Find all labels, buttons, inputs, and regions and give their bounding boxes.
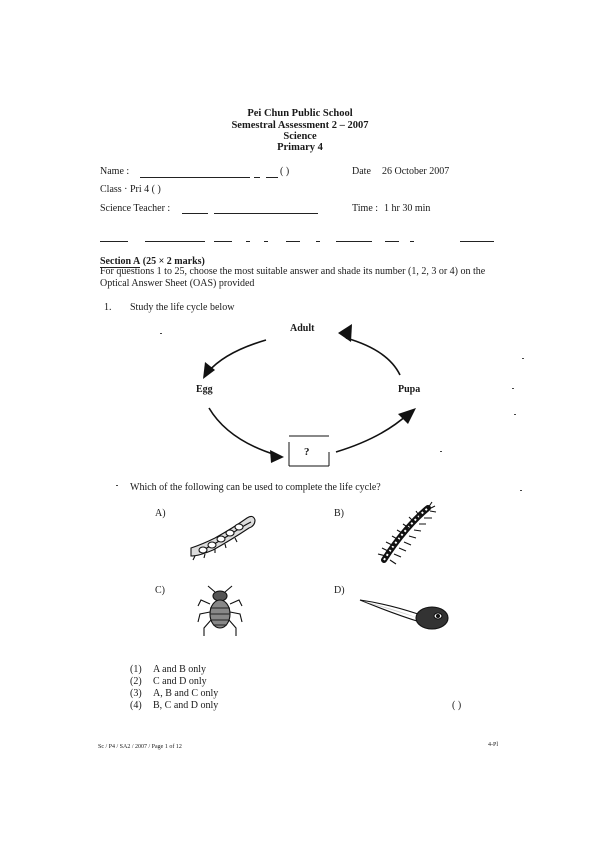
scan-speck (514, 414, 516, 415)
scan-speck (522, 358, 524, 359)
subject-title: Science (283, 131, 317, 142)
level-title: Primary 4 (277, 142, 323, 153)
date-value: 26 October 2007 (382, 166, 450, 177)
answer-bracket[interactable]: ( ) (452, 700, 462, 711)
time-value: 1 hr 30 min (384, 203, 431, 214)
question-text: Which of the following can be used to complete the life cycle? (130, 482, 381, 493)
answer-1-text: A and B only (153, 664, 207, 675)
stage-pupa-label: Pupa (398, 384, 421, 395)
page-mark: 4-Pl (488, 742, 499, 748)
tadpole-icon (358, 592, 458, 642)
scan-speck (440, 451, 442, 452)
date-label: Date (352, 166, 371, 177)
school-name: Pei Chun Public School (247, 108, 353, 119)
option-a-letter[interactable]: A) (155, 508, 166, 519)
caterpillar-icon (185, 508, 265, 568)
stage-egg-label: Egg (196, 384, 213, 395)
page-code: Sc / P4 / SA2 / 2007 / Page 1 of 12 (98, 744, 182, 750)
option-c-letter[interactable]: C) (155, 585, 165, 596)
insect-nymph-icon (196, 584, 246, 644)
section-marks: (25 × 2 marks) (142, 256, 205, 267)
scan-speck (160, 333, 162, 334)
instructions-line-2: Optical Answer Sheet (OAS) provided (100, 278, 255, 289)
section-title: Section A (100, 256, 141, 267)
class-label: Class · Pri 4 ( ) (100, 184, 161, 195)
answer-3-number[interactable]: (3) (130, 688, 142, 699)
answer-3-text: A, B and C only (153, 688, 219, 699)
answer-4-text: B, C and D only (153, 700, 219, 711)
answer-1-number[interactable]: (1) (130, 664, 142, 675)
option-d-letter[interactable]: D) (334, 585, 345, 596)
scan-speck (512, 388, 514, 389)
assessment-title: Semestral Assessment 2 – 2007 (231, 120, 369, 131)
teacher-label: Science Teacher : (100, 203, 171, 214)
scan-speck (116, 485, 118, 486)
answer-2-text: C and D only (153, 676, 207, 687)
answer-2-number[interactable]: (2) (130, 676, 142, 687)
option-b-letter[interactable]: B) (334, 508, 344, 519)
stage-adult-label: Adult (290, 323, 315, 334)
question-number: 1. (104, 302, 112, 313)
larva-icon (372, 500, 442, 570)
answer-4-number[interactable]: (4) (130, 700, 142, 711)
time-label: Time : (352, 203, 379, 214)
instructions-line-1: For questions 1 to 25, choose the most suitable answer and shade its number (1, 2, 3 or 4) on the (100, 266, 486, 277)
scan-speck (520, 490, 522, 491)
stage-unknown-label: ? (304, 446, 310, 458)
name-label: Name : (100, 166, 130, 177)
register-number-paren: ( ) (280, 166, 290, 177)
question-prompt: Study the life cycle below (130, 302, 235, 313)
